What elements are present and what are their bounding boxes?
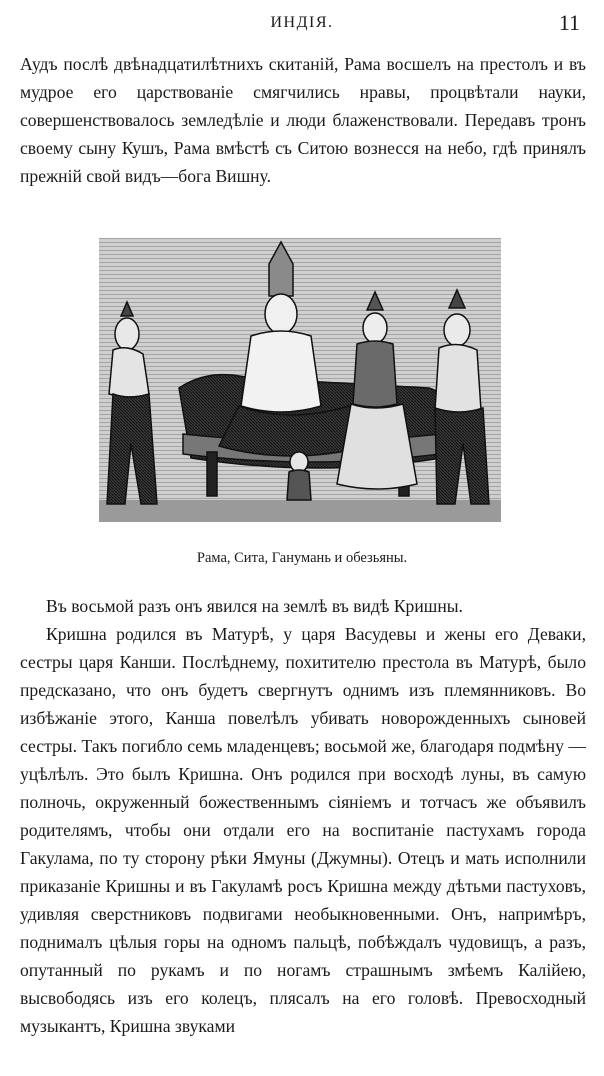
paragraph-3: Кришна родился въ Матурѣ, у царя Васудевы и жены его Деваки, сестры царя Канши. Послѣднему, похитителю престола въ Матурѣ, было предсказано, что онъ будетъ свергнутъ однимъ изъ племянниковъ. Во избѣжаніе этого, Канша повелѣлъ убивать новорожденныхъ сыновей сестры. Такъ погибло семь младенцевъ; восьмой же, благодаря подмѣну — уцѣлѣлъ. Это былъ Кришна. Онъ родился при восходѣ луны, въ самую полночь, окруженный божественнымъ сіяніемъ и тотчасъ же объявилъ родителямъ, чтобы они отдали его на воспитаніе пастухамъ города Гакулама, по ту сторону рѣки Ямуны (Джумны). Отецъ и мать исполнили приказаніе Кришны и въ Гакуламѣ росъ Кришна между дѣтьми пастуховъ, удивляя сверстниковъ подвигами необыкновенными. Онъ, напримѣръ, поднималъ цѣлыя горы на одномъ пальцѣ, побѣждалъ чудовищъ, а разъ, опутанный по рукамъ и по ногамъ страшнымъ змѣемъ Калійею, высвободясь изъ его колецъ, плясалъ на его головѣ. Превосходный музыкантъ, Кришна звуками xyxy=(20,624,586,1036)
paragraph-2: Въ восьмой разъ онъ явился на землѣ въ видѣ Кришны. xyxy=(46,596,463,616)
engraving-artwork xyxy=(99,238,501,522)
engraving-illustration xyxy=(99,238,501,522)
hanuman-figure xyxy=(287,452,311,500)
running-head: ИНДІЯ. xyxy=(270,14,334,31)
page-header xyxy=(0,10,604,40)
paragraph-1: Аудъ послѣ двѣнадцатилѣтнихъ скитаній, Рама восшелъ на престолъ и въ мудрое его царствованіе смягчились нравы, процвѣтали науки, совершенствовалось земледѣліе и люди блаженствовали. Передавъ тронъ своему сыну Кушъ, Рама вмѣстѣ съ Ситою вознесся на небо, гдѣ принялъ прежній свой видъ—бога Вишну. xyxy=(20,54,586,186)
page-number: 11 xyxy=(558,10,580,35)
illustration-caption: Рама, Сита, Ганумань и обезьяны. xyxy=(196,550,408,566)
